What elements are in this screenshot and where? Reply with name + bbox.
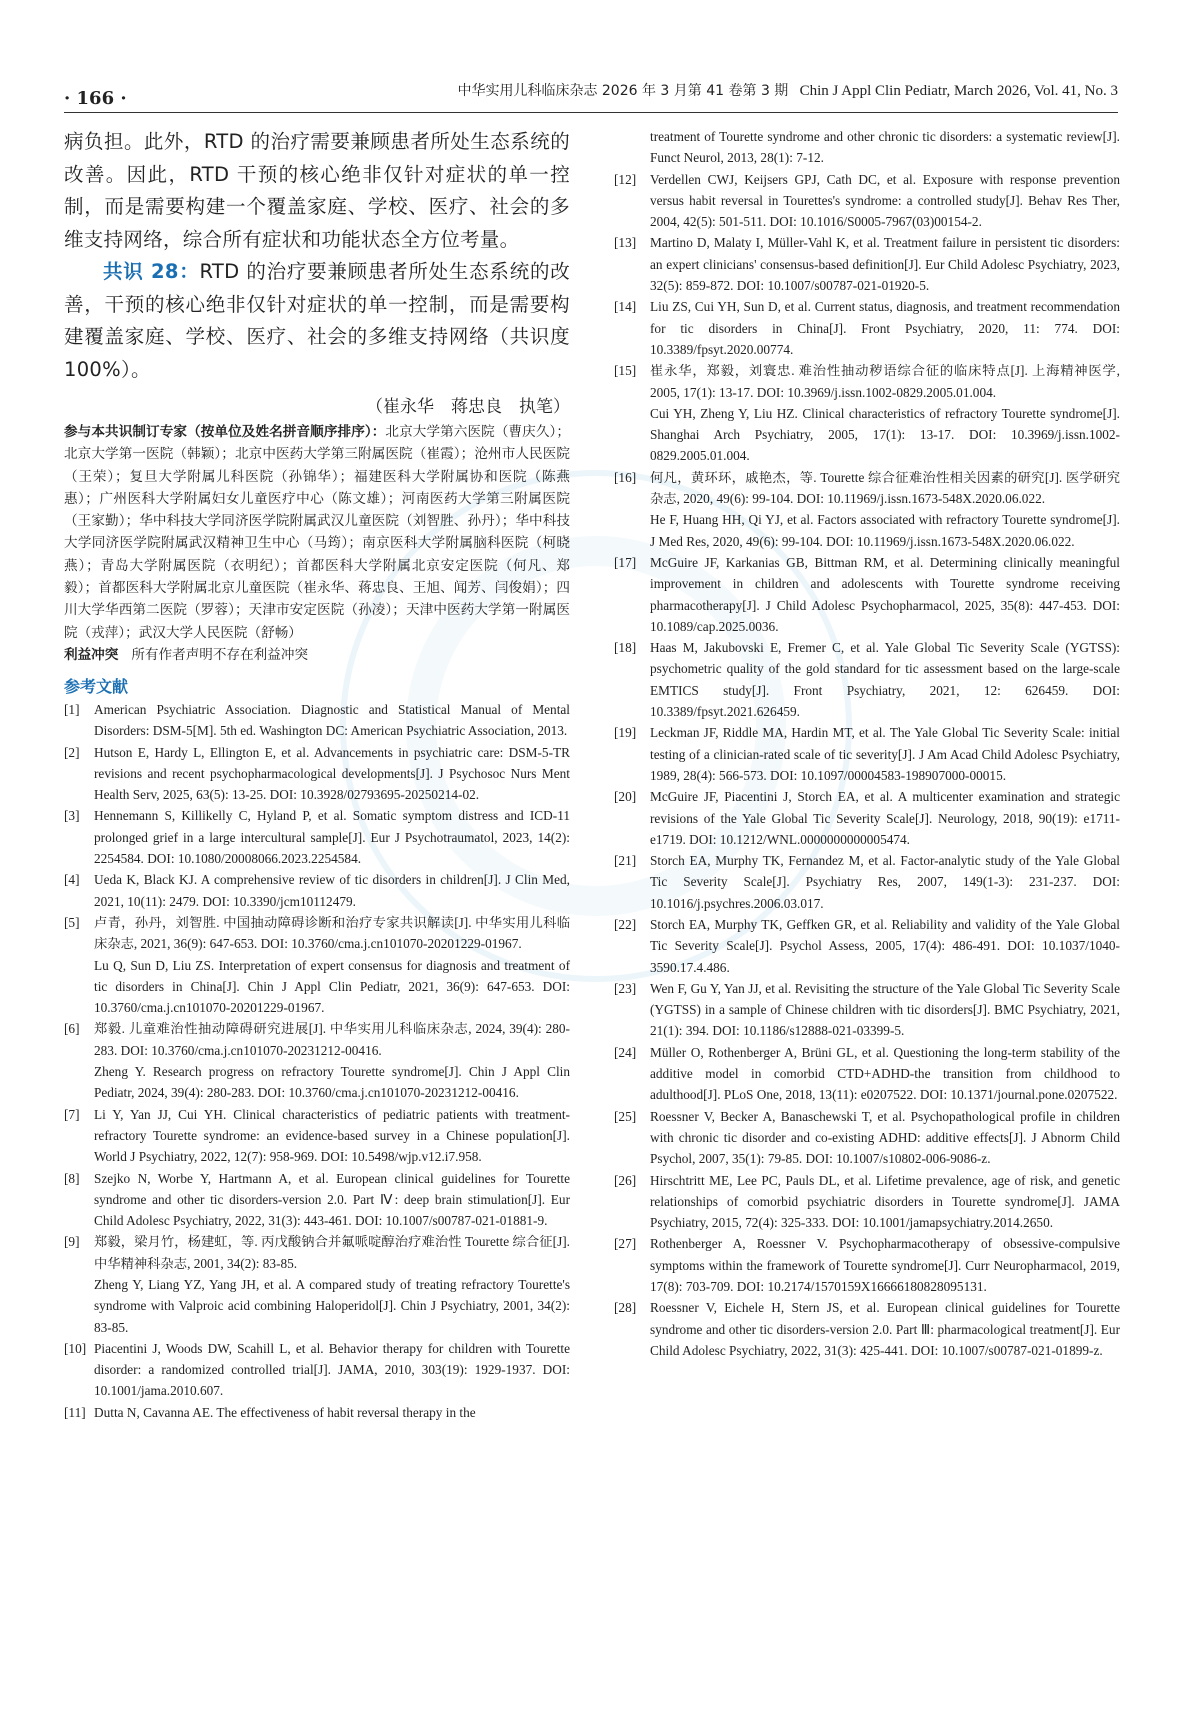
reference-number: [27]	[614, 1236, 637, 1252]
reference-item	[64, 1018, 570, 1103]
page-number: · 166 ·	[64, 88, 127, 109]
reference-text: Verdellen CWJ, Keijsers GPJ, Cath DC, et al. Exposure with response prevention versus habit reversal in Tourettes's syndrome: a controlled study[J]. Behav Res Ther, 2004, 42(5): 501-511. DOI: 10.1016/S0005-7967(03)00154-2.	[650, 171, 1120, 230]
reference-item	[64, 699, 570, 742]
reference-number: [19]	[614, 725, 637, 741]
reference-number: [21]	[614, 853, 637, 869]
journal-title-cn: 中华实用儿科临床杂志 2026 年 3 月第 41 卷第 3 期	[457, 83, 789, 99]
reference-item	[614, 169, 1120, 233]
reference-item	[64, 742, 570, 806]
reference-text: Hennemann S, Killikelly C, Hyland P, et al. Somatic symptom distress and ICD-11 prolonged grief in a large intercultural sample[J]. Eur J Psychotraumatol, 2023, 14(2): 2254584. DOI: 10.1080/20008066.2023.2254584.	[94, 808, 570, 867]
reference-number: [3]	[64, 808, 80, 824]
reference-item	[614, 637, 1120, 722]
reference-item	[614, 1297, 1120, 1361]
right-column	[614, 126, 1120, 1361]
reference-number: [17]	[614, 554, 637, 570]
body-paragraph: 病负担。此外，RTD 的治疗需要兼顾患者所处生态系统的改善。因此，RTD 干预的核心绝非仅针对症状的单一控制，而是需要构建一个覆盖家庭、学校、医疗、社会的多维支持网络，综合所有症状和功能状态全方位考量。	[64, 130, 570, 251]
reference-number: [12]	[614, 171, 637, 187]
reference-translation: Cui YH, Zheng Y, Liu HZ. Clinical characteristics of refractory Tourette syndrome[J]. Shanghai Arch Psychiatry, 2005, 17(1): 13-17. DOI: 10.3969/j.issn.1002-0829.2005.01.004.	[650, 405, 1120, 464]
reference-number: [4]	[64, 872, 80, 888]
reference-text: treatment of Tourette syndrome and other chronic tic disorders: a systematic review[J]. Funct Neurol, 2013, 28(1): 7-12.	[650, 129, 1120, 166]
reference-text: Dutta N, Cavanna AE. The effectiveness of habit reversal therapy in the	[94, 1404, 476, 1420]
expert-list-label: 参与本共识制订专家（按单位及姓名拼音顺序排序）：	[64, 424, 386, 440]
reference-item	[614, 296, 1120, 360]
reference-text: Haas M, Jakubovski E, Fremer C, et al. Yale Global Tic Severity Scale (YGTSS): psychometric quality of the gold standard for tic assessment based on the large-scale EMTICS study[J]. Front Psychiatry, 2021, 12: 626459. DOI: 10.3389/fpsyt.2021.626459.	[650, 640, 1120, 720]
reference-text: Storch EA, Murphy TK, Fernandez M, et al. Factor-analytic study of the Yale Global Tic Severity Scale[J]. Psychiatry Res, 2007, 149(1-3): 231-237. DOI: 10.1016/j.psychres.2006.03.017.	[650, 853, 1120, 911]
journal-title-en: Chin J Appl Clin Pediatr, March 2026, Vol. 41, No. 3	[799, 83, 1118, 99]
reference-number: [14]	[614, 299, 637, 315]
reference-item	[614, 552, 1120, 637]
reference-translation: Lu Q, Sun D, Liu ZS. Interpretation of expert consensus for diagnosis and treatment of tic disorders in China[J]. Chin J Appl Clin Pediatr, 2021, 36(9): 647-653. DOI: 10.3760/cma.j.cn101070-20201229-01967.	[94, 957, 570, 1016]
reference-number: [5]	[64, 914, 80, 930]
reference-item	[64, 912, 570, 1018]
reference-item	[614, 1106, 1120, 1170]
reference-item	[64, 805, 570, 869]
reference-number: [26]	[614, 1172, 637, 1188]
reference-item	[614, 467, 1120, 552]
conflict-of-interest	[64, 644, 570, 666]
expert-list-text: 北京大学第六医院（曹庆久）；北京大学第一医院（韩颖）；北京中医药大学第三附属医院（崔霞）；沧州市人民医院（王荣）；复旦大学附属儿科医院（孙锦华）；福建医科大学附属协和医院（陈燕惠）；广州医科大学附属妇女儿童医疗中心（陈文雄）；河南医药大学第三附属医院（王家勤）；华中科技大学同济医学院附属武汉儿童医院（刘智胜、孙丹）；华中科技大学同济医学院附属武汉精神卫生中心（马筠）；南京医科大学附属脑科医院（柯晓燕）；青岛大学附属医院（衣明纪）；首都医科大学附属北京安定医院（何凡、郑毅）；首都医科大学附属北京儿童医院（崔永华、蒋忠良、王旭、闻芳、闫俊娟）；四川大学华西第二医院（罗蓉）；天津市安定医院（孙凌）；天津中医药大学第一附属医院（戎萍）；武汉大学人民医院（舒畅）	[64, 424, 570, 641]
running-title	[457, 80, 1118, 100]
reference-text: McGuire JF, Karkanias GB, Bittman RM, et al. Determining clinically meaningful improvement in children and adolescents with Tourette syndrome receiving pharmacotherapy[J]. J Child Adolesc Psychopharmacol, 2025, 35(8): 447-453. DOI: 10.1089/cap.2025.0036.	[650, 554, 1120, 634]
reference-text: Li Y, Yan JJ, Cui YH. Clinical characteristics of pediatric patients with treatment-refractory Tourette syndrome: an evidence-based survey in a Chinese population[J]. World J Psychiatry, 2022, 12(7): 958-969. DOI: 10.5498/wjp.v12.i7.958.	[94, 1106, 570, 1165]
expert-list	[64, 421, 570, 644]
reference-item	[64, 1338, 570, 1402]
reference-text: Roessner V, Becker A, Banaschewski T, et al. Psychopathological profile in children with chronic tic disorder and co-existing ADHD: additive effects[J]. J Abnorm Child Psychol, 2007, 35(1): 79-85. DOI: 10.1007/s10802-006-9086-z.	[650, 1108, 1120, 1167]
reference-item	[614, 722, 1120, 786]
reference-text: Hirschtritt ME, Lee PC, Pauls DL, et al. Lifetime prevalence, age of risk, and genetic relationships of comorbid psychiatric disorders in Tourette syndrome[J]. JAMA Psychiatry, 2015, 72(4): 325-333. DOI: 10.1001/jamapsychiatry.2014.2650.	[650, 1172, 1120, 1231]
reference-text: 崔永华，郑毅，刘寰忠. 难治性抽动秽语综合征的临床特点[J]. 上海精神医学, 2005, 17(1): 13-17. DOI: 10.3969/j.issn.1002-0829.2005.01.004.	[650, 363, 1120, 400]
reference-list-left	[64, 699, 570, 1423]
reference-number: [28]	[614, 1300, 637, 1316]
reference-text: American Psychiatric Association. Diagnostic and Statistical Manual of Mental Disorders: DSM-5[M]. 5th ed. Washington DC: American Psychiatric Association, 2013.	[94, 701, 570, 739]
reference-item	[64, 1168, 570, 1232]
reference-item	[64, 1104, 570, 1168]
reference-text: 郑毅. 儿童难治性抽动障碍研究进展[J]. 中华实用儿科临床杂志, 2024, 39(4): 280-283. DOI: 10.3760/cma.j.cn101070-20231212-00416.	[94, 1021, 570, 1058]
writing-authors: （崔永华 蒋忠良 执笔）	[366, 397, 570, 417]
reference-item	[614, 914, 1120, 978]
reference-text: Wen F, Gu Y, Yan JJ, et al. Revisiting the structure of the Yale Global Tic Severity Scale (YGTSS) in a sample of Chinese children with tic disorders[J]. BMC Psychiatry, 2021, 21(1): 394. DOI: 10.1186/s12888-021-03399-5.	[650, 980, 1120, 1039]
reference-item	[614, 850, 1120, 914]
reference-number: [23]	[614, 980, 637, 996]
reference-number: [24]	[614, 1044, 637, 1060]
reference-number: [11]	[64, 1404, 86, 1420]
reference-number: [22]	[614, 916, 637, 932]
reference-text: Hutson E, Hardy L, Ellington E, et al. Advancements in psychiatric care: DSM-5-TR revisions and recent psychopharmacological developments[J]. J Psychosoc Nurs Ment Health Serv, 2025, 63(5): 13-25. DOI: 10.3928/02793695-20250214-02.	[94, 744, 570, 803]
reference-item	[614, 1233, 1120, 1297]
reference-text: Roessner V, Eichele H, Stern JS, et al. European clinical guidelines for Tourette syndrome and other tic disorders-version 2.0. Part Ⅲ: pharmacological treatment[J]. Eur Child Adolesc Psychiatry, 2022, 31(3): 425-441. DOI: 10.1007/s00787-021-01899-z.	[650, 1300, 1120, 1358]
reference-list-right	[614, 126, 1120, 1361]
reference-text: Piacentini J, Woods DW, Scahill L, et al. Behavior therapy for children with Tourette disorder: a randomized controlled trial[J]. JAMA, 2010, 303(19): 1929-1937. DOI: 10.1001/jama.2010.607.	[94, 1340, 570, 1399]
reference-translation: Zheng Y, Liang YZ, Yang JH, et al. A compared study of treating refractory Tourette's syndrome with Valproic acid combining Haloperidol[J]. Chin J Psychiatry, 2001, 34(2): 83-85.	[94, 1276, 570, 1335]
references-heading: 参考文献	[64, 676, 129, 696]
consensus-statement	[64, 256, 570, 386]
reference-item	[614, 1170, 1120, 1234]
reference-item	[64, 869, 570, 912]
reference-number: [16]	[614, 469, 637, 485]
reference-text: Rothenberger A, Roessner V. Psychopharmacotherapy of obsessive-compulsive symptoms within the framework of Tourette syndrome[J]. Curr Neuropharmacol, 2019, 17(8): 703-709. DOI: 10.2174/1570159X16666180828095131.	[650, 1236, 1120, 1295]
reference-item	[614, 786, 1120, 850]
reference-number: [18]	[614, 640, 637, 656]
reference-text: Martino D, Malaty I, Müller-Vahl K, et al. Treatment failure in persistent tic disorders: an expert clinicians' consensus-based definition[J]. Eur Child Adolesc Psychiatry, 2023, 32(5): 859-872. DOI: 10.1007/s00787-021-01920-5.	[650, 235, 1120, 294]
reference-text: 郑毅，梁月竹，杨建虹，等. 丙戊酸钠合并氟哌啶醇治疗难治性 Tourette 综合征[J]. 中华精神科杂志, 2001, 34(2): 83-85.	[94, 1234, 570, 1271]
reference-text: Leckman JF, Riddle MA, Hardin MT, et al. The Yale Global Tic Severity Scale: initial testing of a clinician-rated scale of tic severity[J]. J Am Acad Child Adolesc Psychiatry, 1989, 28(4): 566-573. DOI: 10.1097/00004583-198907000-00015.	[650, 725, 1120, 783]
reference-number: [10]	[64, 1340, 87, 1356]
reference-number: [7]	[64, 1106, 80, 1122]
reference-item	[614, 978, 1120, 1042]
reference-number: [13]	[614, 235, 637, 251]
reference-number: [2]	[64, 744, 80, 760]
reference-text: Szejko N, Worbe Y, Hartmann A, et al. European clinical guidelines for Tourette syndrome and other tic disorders-version 2.0. Part Ⅳ: deep brain stimulation[J]. Eur Child Adolesc Psychiatry, 2022, 31(3): 443-461. DOI: 10.1007/s00787-021-01881-9.	[94, 1170, 570, 1229]
reference-number: [8]	[64, 1170, 80, 1186]
reference-translation: He F, Huang HH, Qi YJ, et al. Factors associated with refractory Tourette syndrome[J]. J Med Res, 2020, 49(6): 99-104. DOI: 10.11969/j.issn.1673-548X.2020.06.022.	[650, 512, 1120, 549]
reference-text: 何凡，黄环环，戚艳杰，等. Tourette 综合征难治性相关因素的研究[J]. 医学研究杂志, 2020, 49(6): 99-104. DOI: 10.11969/j.issn.1673-548X.2020.06.022.	[650, 469, 1120, 507]
reference-item	[64, 1231, 570, 1337]
reference-number: [20]	[614, 789, 637, 805]
reference-item	[614, 360, 1120, 466]
reference-number: [25]	[614, 1108, 637, 1124]
coi-text: 所有作者声明不存在利益冲突	[131, 646, 309, 663]
reference-item	[614, 232, 1120, 296]
coi-label: 利益冲突	[64, 646, 119, 663]
reference-item	[64, 1402, 570, 1423]
reference-item	[614, 126, 1120, 169]
consensus-label: 共识 28：	[103, 260, 200, 283]
reference-text: Müller O, Rothenberger A, Brüni GL, et al. Questioning the long-term stability of the additive model in comorbid CTD+ADHD-the transition from childhood to adulthood[J]. PLoS One, 2018, 13(11): e0207522. DOI: 10.1371/journal.pone.0207522.	[650, 1044, 1120, 1103]
consensus-text: RTD 的治疗要兼顾患者所处生态系统的改善，干预的核心绝非仅针对症状的单一控制，而是需要构建覆盖家庭、学校、医疗、社会的多维支持网络（共识度 100%）。	[64, 260, 570, 381]
reference-number: [6]	[64, 1021, 80, 1037]
reference-text: 卢青，孙丹，刘智胜. 中国抽动障碍诊断和治疗专家共识解读[J]. 中华实用儿科临床杂志, 2021, 36(9): 647-653. DOI: 10.3760/cma.j.cn101070-20201229-01967.	[94, 914, 570, 952]
reference-number: [9]	[64, 1234, 80, 1250]
reference-number: [1]	[64, 701, 80, 717]
reference-text: McGuire JF, Piacentini J, Storch EA, et al. A multicenter examination and strategic revisions of the Yale Global Tic Severity Scale[J]. Neurology, 2018, 90(19): e1711-e1719. DOI: 10.1212/WNL.0000000000005474.	[650, 789, 1120, 847]
reference-item	[614, 1042, 1120, 1106]
reference-text: Liu ZS, Cui YH, Sun D, et al. Current status, diagnosis, and treatment recommendation for tic disorders in China[J]. Front Psychiatry, 2020, 11: 774. DOI: 10.3389/fpsyt.2020.00774.	[650, 299, 1120, 357]
reference-text: Storch EA, Murphy TK, Geffken GR, et al. Reliability and validity of the Yale Global Tic Severity Scale[J]. Psychol Assess, 2005, 17(4): 486-491. DOI: 10.1037/1040-3590.17.4.486.	[650, 916, 1120, 975]
reference-translation: Zheng Y. Research progress on refractory Tourette syndrome[J]. Chin J Appl Clin Pediatr, 2024, 39(4): 280-283. DOI: 10.3760/cma.j.cn101070-20231212-00416.	[94, 1064, 570, 1101]
reference-number: [15]	[614, 363, 637, 379]
reference-text: Ueda K, Black KJ. A comprehensive review of tic disorders in children[J]. J Clin Med, 2021, 10(11): 2479. DOI: 10.3390/jcm10112479.	[94, 872, 570, 909]
left-column	[64, 126, 570, 1423]
page-header	[64, 78, 1118, 113]
